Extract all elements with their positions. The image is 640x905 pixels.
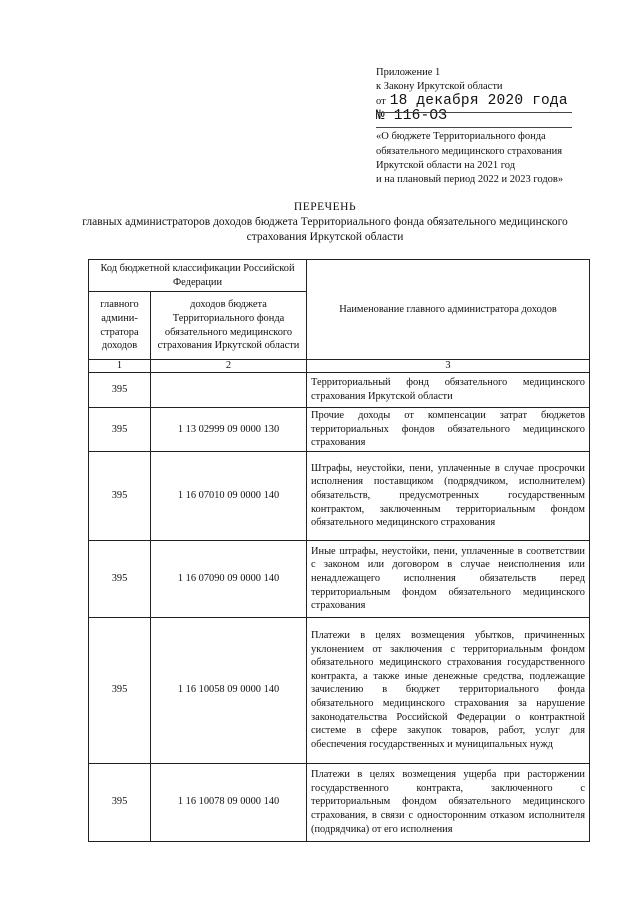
admin-name-cell: Штрафы, неустойки, пени, уплаченные в случае просрочки исполнения поставщиком (подрядчиком, исполнителем) обязательств, предусмотренных государственным контрактом, заключенным территориальным фондом обязательного медицинского страхования <box>307 451 590 540</box>
admin-name-cell: Прочие доходы от компенсации затрат бюджетов территориальных фондов обязательного медицинского страхования <box>307 408 590 452</box>
column-number: 2 <box>151 360 307 373</box>
revenue-code-cell: 1 16 10058 09 0000 140 <box>151 617 307 763</box>
column-numbers-row <box>89 360 590 373</box>
law-title-line: обязательного медицинского страхования <box>376 145 563 157</box>
header-admin-name: Наименование главного администратора доходов <box>307 260 590 360</box>
number-underline <box>376 127 572 128</box>
admin-code-cell: 395 <box>89 451 151 540</box>
column-number: 3 <box>307 360 590 373</box>
admin-code-cell: 395 <box>89 617 151 763</box>
admin-name-cell: Платежи в целях возмещения ущерба при расторжении государственного контракта, заключенного с территориальным фондом обязательного медицинского страхования, в связи с односторонним отказом исполнителя (подрядчика) от его исполнения <box>307 763 590 841</box>
admin-code-cell: 395 <box>89 540 151 617</box>
law-title-line: «О бюджете Территориального фонда <box>376 131 546 143</box>
table-header-row <box>89 260 590 292</box>
admin-name-cell: Территориальный фонд обязательного медицинского страхования Иркутской области <box>307 373 590 408</box>
admin-code-cell: 395 <box>89 408 151 452</box>
law-title-line: и на плановый период 2022 и 2023 годов» <box>376 174 564 186</box>
document-title: ПЕРЕЧЕНЬ <box>293 201 357 213</box>
appendix-block <box>376 66 626 187</box>
admin-code-cell: 395 <box>89 373 151 408</box>
appendix-number: № 116-ОЗ <box>376 108 448 125</box>
document-heading <box>60 200 590 245</box>
law-title-line: Иркутской области на 2021 год <box>376 159 516 171</box>
table-row <box>89 408 590 452</box>
revenue-code-cell <box>151 373 307 408</box>
table-row <box>89 451 590 540</box>
law-title <box>376 130 626 187</box>
appendix-date: 18 декабря 2020 года <box>389 93 568 110</box>
header-admin-code: главного админи-стратора доходов <box>89 292 151 360</box>
appendix-date-row <box>376 94 626 109</box>
admin-code-cell: 395 <box>89 763 151 841</box>
revenue-code-cell: 1 13 02999 09 0000 130 <box>151 408 307 452</box>
revenue-code-cell: 1 16 07090 09 0000 140 <box>151 540 307 617</box>
revenue-code-cell: 1 16 10078 09 0000 140 <box>151 763 307 841</box>
admin-name-cell: Иные штрафы, неустойки, пени, уплаченные в соответствии с законом или договором в случае неисполнения или ненадлежащего исполнения обязательств перед территориальным фондом обязательного медицинского страхования <box>307 540 590 617</box>
appendix-law-ref: к Закону Иркутской области <box>376 81 503 93</box>
revenue-code-cell: 1 16 07010 09 0000 140 <box>151 451 307 540</box>
table-row <box>89 763 590 841</box>
header-classification-code: Код бюджетной классификации Российской Федерации <box>89 260 307 292</box>
table-row <box>89 617 590 763</box>
column-number: 1 <box>89 360 151 373</box>
header-revenue-code: доходов бюджета Территориального фонда обязательного медицинского страхования Иркутской области <box>151 292 307 360</box>
appendix-date-prefix: от <box>376 96 386 108</box>
appendix-label: Приложение 1 <box>376 67 441 78</box>
document-subtitle: главных администраторов доходов бюджета Территориального фонда обязательного медицинского страхования Иркутской области <box>82 216 568 243</box>
table-row <box>89 540 590 617</box>
admin-name-cell: Платежи в целях возмещения убытков, причиненных уклонением от заключения с территориальным фондом обязательного медицинского страхования государственного контракта, а также иные денежные средства, подлежащие зачислению в бюджет территориального фонда обязательного медицинского страхования за нарушение законодательства Российской Федерации о контрактной системе в сфере закупок товаров, работ, услуг для обеспечения государственных и муниципальных нужд <box>307 617 590 763</box>
revenue-administrators-table <box>88 259 590 842</box>
table-row <box>89 373 590 408</box>
date-underline <box>376 112 572 113</box>
